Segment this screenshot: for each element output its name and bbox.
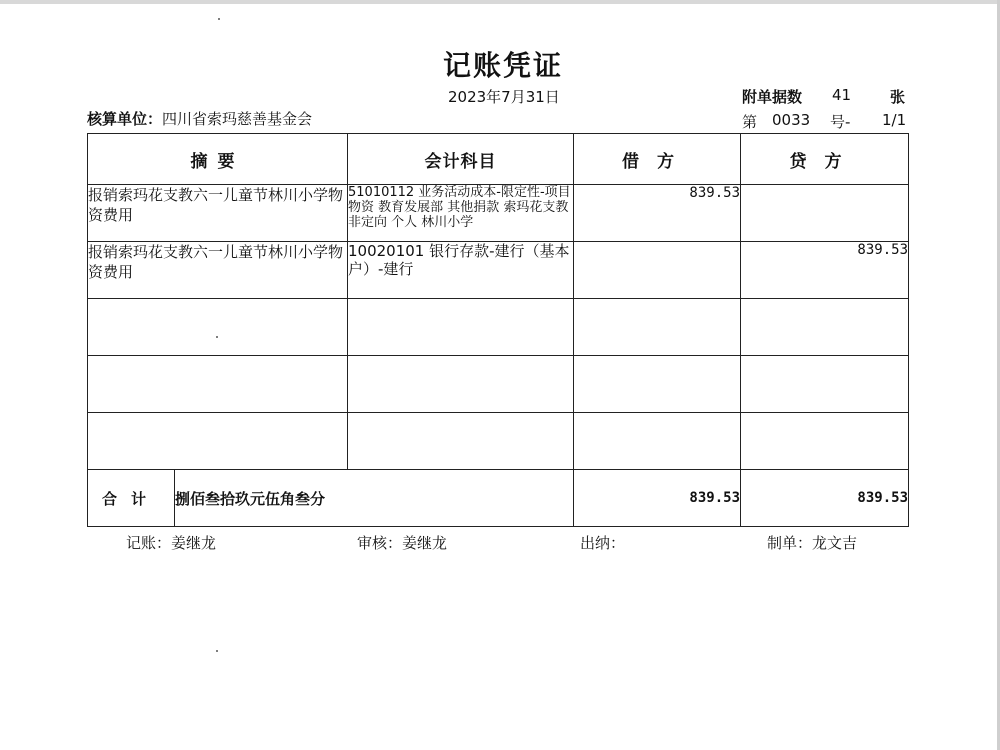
reviewer-name: 姜继龙 — [402, 534, 448, 552]
entry-summary: 报销索玛花支教六一儿童节林川小学物资费用 — [88, 242, 348, 299]
header-summary: 摘要 — [88, 134, 348, 185]
entry-debit — [574, 242, 741, 299]
header-debit: 借方 — [574, 134, 741, 185]
entry-credit — [741, 185, 909, 242]
table-header-row — [88, 134, 909, 185]
cashier-label: 出纳： — [580, 534, 626, 552]
header-subject: 会计科目 — [348, 134, 574, 185]
entry-credit: 839.53 — [741, 242, 909, 299]
preparer-name: 龙文吉 — [812, 534, 858, 552]
accounting-unit-label: 核算单位： — [87, 110, 163, 128]
entry-summary: 报销索玛花支教六一儿童节林川小学物资费用 — [88, 185, 348, 242]
voucher-number-prefix: 第 — [742, 113, 758, 131]
scan-speck — [218, 18, 220, 20]
scan-edge — [0, 0, 1000, 4]
table-row — [88, 242, 909, 299]
voucher-number-suffix: 号- — [830, 113, 851, 131]
header-credit: 贷方 — [741, 134, 909, 185]
table-row-empty — [88, 413, 909, 470]
voucher-number-value: 0033 — [772, 111, 811, 129]
accounting-unit-name: 四川省索玛慈善基金会 — [162, 110, 313, 128]
total-label: 合计 — [88, 470, 175, 527]
attachments-label: 附单据数 — [742, 88, 803, 106]
table-row — [88, 185, 909, 242]
entry-debit: 839.53 — [574, 185, 741, 242]
total-debit: 839.53 — [574, 470, 741, 527]
preparer-label: 制单： — [767, 534, 813, 552]
reviewer-signature — [357, 532, 447, 553]
bookkeeper-signature — [126, 532, 216, 553]
attachments-count: 41 — [832, 86, 852, 104]
total-credit: 839.53 — [741, 470, 909, 527]
entry-subject: 51010112 业务活动成本-限定性-项目物资 教育发展部 其他捐款 索玛花支教 非定向 个人 林川小学 — [348, 185, 574, 242]
bookkeeper-name: 姜继龙 — [171, 534, 217, 552]
attachments-unit: 张 — [890, 88, 906, 106]
preparer-signature — [767, 532, 857, 553]
total-amount-in-words: 捌佰叁拾玖元伍角叁分 — [175, 470, 574, 527]
entry-subject: 10020101 银行存款-建行（基本户）-建行 — [348, 242, 574, 299]
voucher-title: 记账凭证 — [442, 49, 563, 82]
accounting-unit — [87, 108, 312, 129]
voucher-date: 2023年7月31日 — [448, 88, 560, 106]
cashier-signature — [580, 532, 625, 553]
reviewer-label: 审核： — [357, 534, 403, 552]
table-row-empty — [88, 356, 909, 413]
total-row — [88, 470, 909, 527]
bookkeeper-label: 记账： — [126, 534, 172, 552]
scan-speck — [216, 650, 218, 652]
voucher-page-indicator: 1/1 — [882, 111, 907, 129]
table-row-empty — [88, 299, 909, 356]
voucher-table — [87, 133, 909, 527]
